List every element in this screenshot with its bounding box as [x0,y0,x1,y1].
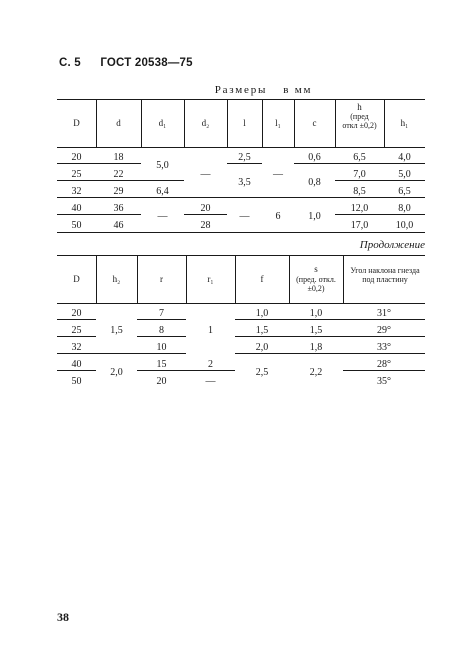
t2-cell: 1 [208,325,213,336]
t2-cell: 2,5 [255,367,269,378]
t2-header-s-tol: (пред. откл. ±0,2) [296,275,336,293]
t1-cell: 6,5 [353,152,366,163]
t1-header-d: d [116,118,121,128]
t1-cell: 8,5 [353,186,366,197]
t1-cell: 6,4 [156,186,169,197]
t1-cell: 12,0 [350,203,369,214]
continuation-table [57,255,425,391]
t2-cell: 1,0 [309,308,323,319]
caption-unit: в мм [283,84,313,96]
page-number: 38 [57,610,69,624]
t2-cell: 1,0 [255,308,269,319]
table1-caption [0,84,467,96]
t1-header-l1: l₁ [275,118,281,128]
t1-cell: — [239,211,250,222]
t1-cell: 28 [200,220,211,231]
t1-cell: — [157,211,168,222]
t1-cell: 4,0 [398,152,411,163]
t1-header-c: c [312,118,317,128]
t2-header-r1: r₁ [207,274,214,284]
t1-header-D: D [73,118,80,128]
t1-header-l: l [243,118,246,128]
page-header [59,57,209,69]
t2-cell: 32 [71,342,82,353]
t1-cell: 40 [71,203,82,214]
t1-cell: 18 [113,152,124,163]
t2-header-r: r [160,274,163,284]
page-label: С. 5 [59,57,81,69]
t1-cell: 32 [71,186,82,197]
t2-cell: 2 [208,359,213,370]
t1-cell: 0,8 [308,177,321,188]
t1-header-h-tol: (пред откл ±0,2) [342,112,377,130]
t2-cell: 2,2 [309,367,323,378]
t2-header-D: D [73,274,80,284]
t1-cell: 8,0 [398,203,411,214]
t1-header-d1: d₁ [158,118,167,128]
t2-cell: 20 [156,376,167,387]
t2-cell: 35° [377,376,391,387]
t1-cell: 22 [113,169,124,180]
t1-cell: 17,0 [350,220,369,231]
t1-cell: 7,0 [353,169,366,180]
t2-cell: 1,5 [309,325,323,336]
t2-cell: — [205,376,216,387]
t1-cell: 6 [275,211,281,222]
t2-cell: 28° [377,359,391,370]
t2-cell: 25 [71,325,82,336]
t1-cell: 6,5 [398,186,411,197]
t1-cell: — [273,169,283,180]
t1-cell: 29 [113,186,124,197]
t1-cell: 5,0 [156,160,169,171]
t1-cell: 10,0 [395,220,414,231]
t2-header-angle: Угол наклона гнезда под пластину [350,266,420,284]
t1-cell: 0,6 [308,152,321,163]
continuation-caption: Продолжение [359,239,425,251]
t2-cell: 33° [377,342,391,353]
t1-cell: 50 [71,220,82,231]
t1-cell: 20 [71,152,82,163]
t2-cell: 1,5 [110,325,123,336]
t2-cell: 40 [71,359,82,370]
caption-title: Размеры [214,84,268,96]
t2-header-h2: h₂ [112,274,121,284]
standard-number: ГОСТ 20538—75 [100,57,193,69]
t2-cell: 10 [156,342,167,353]
t2-cell: 2,0 [110,367,123,378]
t1-cell: 5,0 [398,169,411,180]
t2-cell: 1,5 [255,325,269,336]
t1-header-h-top: h [357,102,362,112]
dimensions-table [57,99,425,233]
t1-header-h1: h₁ [400,118,409,128]
t1-cell: 1,0 [308,211,321,222]
t2-cell: 8 [159,325,164,336]
t2-cell: 50 [71,376,82,387]
t1-header-d2: d₂ [201,118,210,128]
t2-cell: 29° [377,325,391,336]
t1-cell: — [200,169,211,180]
t2-cell: 7 [159,308,164,319]
t1-cell: 20 [200,203,211,214]
t2-cell: 31° [377,308,391,319]
t1-cell: 3,5 [238,177,251,188]
t2-header-f: f [260,274,264,284]
t2-cell: 2,0 [255,342,269,353]
t1-cell: 2,5 [238,152,251,163]
t2-cell: 1,8 [309,342,323,353]
t2-cell: 15 [156,359,167,370]
t1-cell: 25 [71,169,82,180]
t1-cell: 46 [113,220,124,231]
t1-cell: 36 [113,203,124,214]
t2-header-s-top: s [314,264,318,274]
t2-cell: 20 [71,308,82,319]
